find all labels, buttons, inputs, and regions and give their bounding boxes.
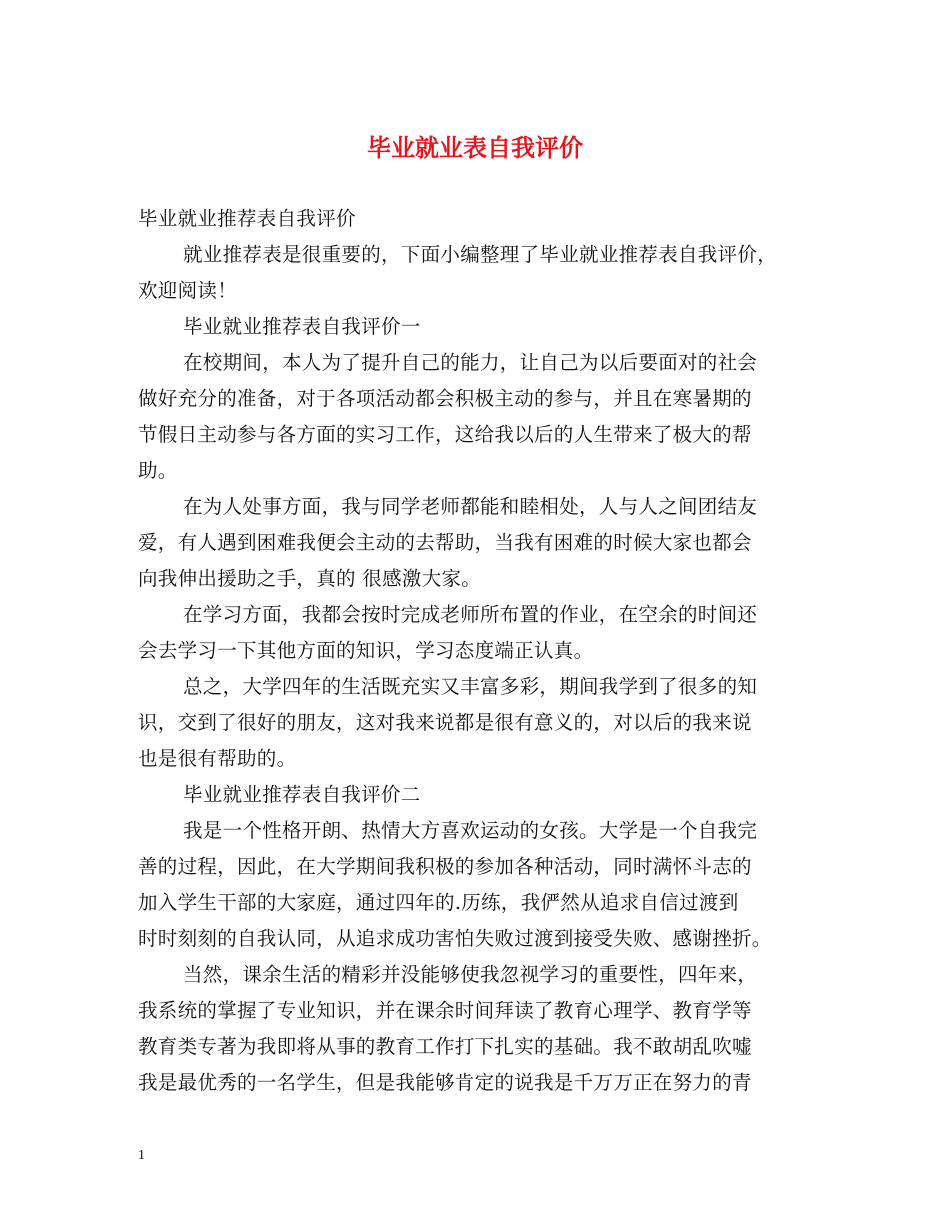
text-line: 也是很有帮助的。	[138, 747, 297, 770]
text-line: 就业推荐表是很重要的，下面小编整理了毕业就业推荐表自我评价，	[183, 243, 778, 266]
text-line: 在为人处事方面，我与同学老师都能和睦相处，人与人之间团结友	[183, 495, 758, 518]
text-line: 当然，课余生活的精彩并没能够使我忽视学习的重要性，四年来，	[183, 963, 758, 986]
text-line: 善的过程，因此，在大学期间我积极的参加各种活动，同时满怀斗志的	[138, 855, 752, 878]
section-heading: 毕业就业推荐表自我评价一	[183, 315, 421, 338]
text-line: 我是最优秀的一名学生，但是我能够肯定的说我是千万万正在努力的青	[138, 1071, 752, 1094]
text-line: 助。	[138, 459, 178, 482]
text-line: 我系统的掌握了专业知识，并在课余时间拜读了教育心理学、教育学等	[138, 999, 752, 1022]
page-number: 1	[138, 1148, 145, 1163]
text-line: 爱，有人遇到困难我便会主动的去帮助，当我有困难的时候大家也都会	[138, 531, 752, 554]
text-line: 教育类专著为我即将从事的教育工作打下扎实的基础。我不敢胡乱吹嘘	[138, 1035, 752, 1058]
text-line: 节假日主动参与各方面的实习工作，这给我以后的人生带来了极大的帮	[138, 423, 752, 446]
text-line: 在学习方面，我都会按时完成老师所布置的作业，在空余的时间还	[183, 603, 758, 626]
text-line: 总之，大学四年的生活既充实又丰富多彩，期间我学到了很多的知	[183, 675, 758, 698]
text-line: 欢迎阅读！	[138, 279, 238, 302]
text-line: 时时刻刻的自我认同，从追求成功害怕失败过渡到接受失败、感谢挫折。	[138, 927, 772, 950]
text-line: 做好充分的准备，对于各项活动都会积极主动的参与，并且在寒暑期的	[138, 387, 752, 410]
document-title: 毕业就业表自我评价	[367, 134, 583, 162]
text-line: 会去学习一下其他方面的知识，学习态度端正认真。	[138, 639, 594, 662]
text-line: 向我伸出援助之手，真的 很感激大家。	[138, 567, 482, 590]
text-line: 识，交到了很好的朋友，这对我来说都是很有意义的，对以后的我来说	[138, 711, 752, 734]
text-line: 加入学生干部的大家庭，通过四年的.历练，我俨然从追求自信过渡到	[138, 891, 739, 914]
document-body	[138, 201, 816, 1101]
text-line: 我是一个性格开朗、热情大方喜欢运动的女孩。大学是一个自我完	[183, 819, 758, 842]
text-line: 在校期间，本人为了提升自己的能力，让自己为以后要面对的社会	[183, 351, 758, 374]
section-heading: 毕业就业推荐表自我评价二	[183, 783, 421, 806]
text-line: 毕业就业推荐表自我评价	[138, 207, 356, 230]
